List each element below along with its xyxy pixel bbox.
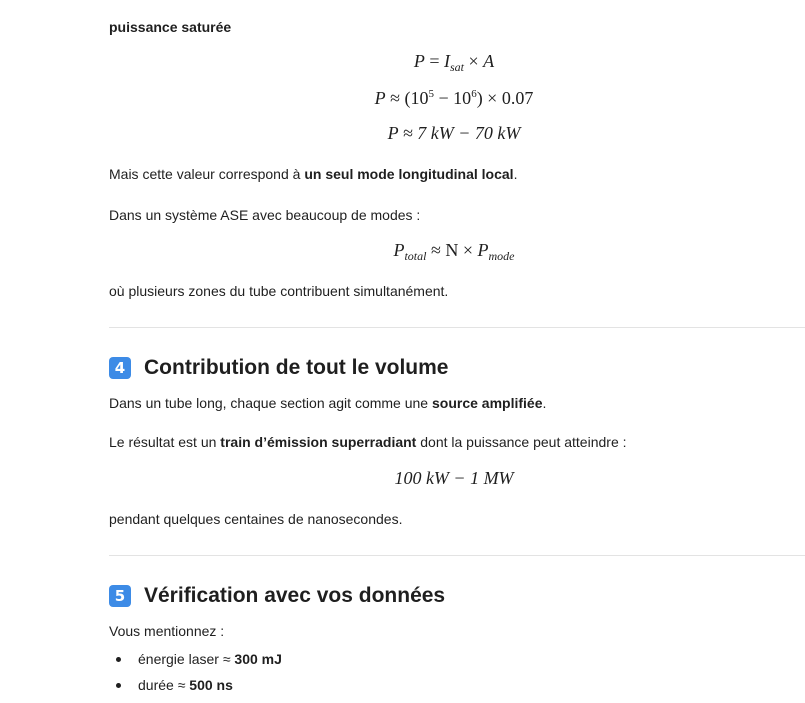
- paragraph-duration: pendant quelques centaines de nanosecondes.: [109, 511, 403, 527]
- section-divider: [109, 327, 805, 328]
- paragraph-superradiant: Le résultat est un train d’émission superradiant dont la puissance peut atteindre :: [109, 434, 627, 450]
- section-title: Vérification avec vos données: [144, 584, 446, 607]
- equation-total-power: $P_{total} \approx N \times P_{mode}$: [393, 240, 515, 263]
- paragraph-tube-section: Dans un tube long, chaque section agit comme une source amplifiée.: [109, 395, 547, 411]
- section-title: Contribution de tout le volume: [144, 356, 449, 379]
- equation-power-peak: 100 kW − 1 MW: [394, 468, 514, 488]
- equation-power-estimate: $P \approx (10^5 - 10^6) \times 0.07$: [374, 88, 534, 108]
- section-heading-5: [109, 582, 445, 610]
- keycap-five-icon: 5: [109, 585, 131, 607]
- paragraph-zones: où plusieurs zones du tube contribuent simultanément.: [109, 283, 449, 299]
- section-divider: [109, 555, 805, 556]
- equation-power-saturation: $P = I_{sat} \times A$: [413, 51, 495, 74]
- bullet-icon: [116, 657, 121, 662]
- equation-power-range: P ≈ 7 kW − 70 kW: [387, 123, 521, 143]
- keycap-four-icon: 4: [109, 357, 131, 379]
- paragraph-ase-system: Dans un système ASE avec beaucoup de modes :: [109, 207, 421, 223]
- bullet-icon: [116, 683, 121, 688]
- paragraph-single-mode: Mais cette valeur correspond à un seul mode longitudinal local.: [109, 166, 518, 182]
- paragraph-intro: Vous mentionnez :: [109, 623, 225, 639]
- section-heading-4: [109, 354, 448, 382]
- list-item: énergie laser ≈ 300 mJ: [109, 649, 509, 669]
- list-item: durée ≈ 500 ns: [109, 675, 509, 695]
- subsection-heading: puissance saturée: [109, 19, 232, 35]
